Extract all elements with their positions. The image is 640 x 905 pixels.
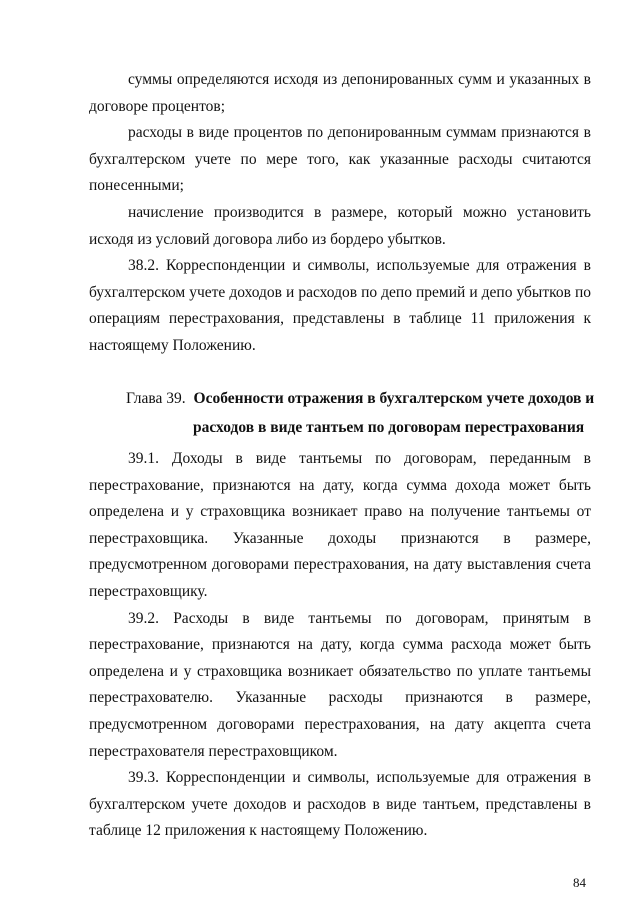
paragraph-38-2: 38.2. Корреспонденции и символы, используемые для отражения в бухгалтерском учете доходов и расходов по депо премий и депо убытков по операциям перестрахования, представлены в таблице 11 приложения к настоящему Положению. — [89, 257, 591, 354]
chapter-heading — [126, 384, 596, 442]
paragraph-39-2: 39.2. Расходы в виде тантьемы по договорам, принятым в перестрахование, признаются на дату, когда сумма расхода может быть определена и у страховщика возникает обязательство по уплате тантьемы перестрахователю. Указанные расходы признаются в размере, предусмотренном договорами перестрахования, на дату акцепта счета перестрахователя перестраховщиком. — [89, 609, 591, 760]
chapter-title-line1: Особенности отражения в бухгалтерском учете доходов и — [193, 390, 595, 407]
top-text-block — [89, 67, 591, 360]
chapter-title-line2: расходов в виде тантьем по договорам перестрахования — [193, 419, 585, 436]
chapter-label: Глава 39. — [126, 390, 186, 407]
page-number: 84 — [573, 875, 586, 890]
paragraph-39-3: 39.3. Корреспонденции и символы, используемые для отражения в бухгалтерском учете доходов и расходов в виде тантьем, представлены в таблице 12 приложения к настоящему Положению. — [89, 769, 591, 840]
paragraph-39-1: 39.1. Доходы в виде тантьемы по договорам, переданным в перестрахование, признаются на дату, когда сумма дохода может быть определена и у страховщика возникает право на получение тантьемы от перестраховщика. Указанные доходы признаются в размере, предусмотренном договорами перестрахования, на дату выставления счета перестраховщику. — [89, 450, 591, 600]
bottom-text-block — [89, 446, 591, 845]
paragraph-interest-expenses: расходы в виде процентов по депонированным суммам признаются в бухгалтерском учете по мере того, как указанные расходы считаются понесенными; — [89, 124, 591, 195]
paragraph-accrual: начисление производится в размере, который можно установить исходя из условий договора либо из бордеро убытков. — [89, 203, 591, 248]
paragraph-deposit-sums: суммы определяются исходя из депонированных сумм и указанных в договоре процентов; — [89, 71, 591, 115]
chapter-heading-line1 — [126, 384, 596, 413]
